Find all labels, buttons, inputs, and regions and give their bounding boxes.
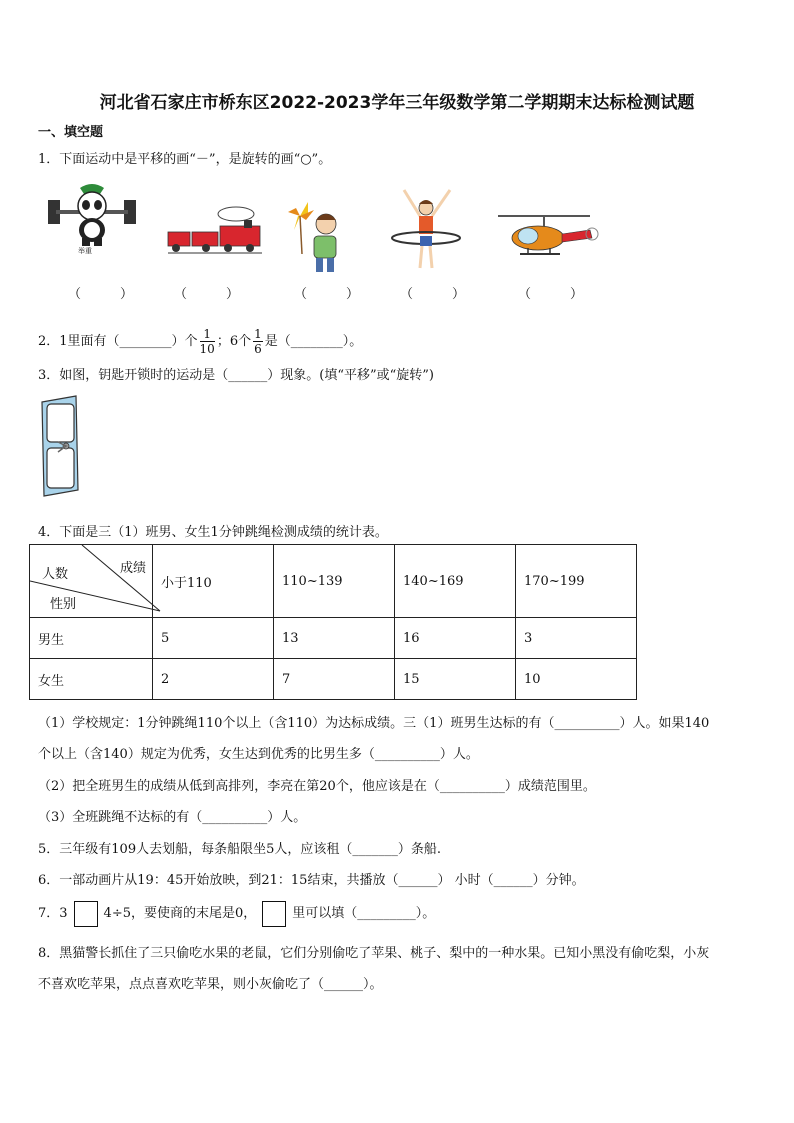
q2-text-b: ；6个	[216, 334, 252, 349]
answer-blank-4[interactable]: （ ）	[400, 287, 466, 302]
frac1-denominator: 10	[199, 342, 215, 356]
weightlifting-panda-illustration	[46, 182, 138, 260]
diagonal-header-cell	[30, 545, 153, 618]
header-count: 人数	[42, 567, 69, 582]
table-cell: 13	[274, 618, 395, 659]
question-4: 4．下面是三（1）班男、女生1分钟跳绳检测成绩的统计表。	[38, 525, 388, 540]
header-score: 成绩	[120, 561, 147, 576]
answer-blank-3[interactable]: （ ）	[294, 287, 360, 302]
page-title: 河北省石家庄市桥东区2022-2023学年三年级数学第二学期期末达标检测试题	[99, 93, 695, 113]
frac2-denominator: 6	[254, 342, 262, 356]
table-cell: 16	[395, 618, 516, 659]
illustration-caption: 举重	[78, 247, 92, 255]
row-label: 女生	[30, 659, 153, 700]
column-header: 170~199	[516, 545, 637, 618]
q7-suffix: 里可以填（_________）。	[292, 906, 436, 921]
frac1-numerator: 1	[200, 327, 215, 342]
table-row	[30, 659, 637, 700]
question-7	[38, 900, 435, 928]
row-label: 男生	[30, 618, 153, 659]
question-2	[38, 324, 362, 360]
table-cell: 15	[395, 659, 516, 700]
answer-blank-1[interactable]: （ ）	[68, 287, 134, 302]
table-cell: 2	[153, 659, 274, 700]
door-with-key-illustration	[38, 394, 82, 498]
table-cell: 5	[153, 618, 274, 659]
pinwheel-boy-illustration	[284, 196, 346, 276]
q2-text-c: 是（________）。	[264, 334, 363, 349]
table-cell: 3	[516, 618, 637, 659]
q2-text-a: 2．1里面有（________）个	[38, 334, 198, 349]
question-4-sub-3: （3）全班跳绳不达标的有（__________）人。	[38, 810, 307, 825]
section-heading: 一、填空题	[38, 125, 104, 140]
question-1: 1．下面运动中是平移的画“－”，是旋转的画“○”。	[38, 152, 332, 167]
question-8-line-1: 8．黑猫警长抓住了三只偷吃水果的老鼠，它们分别偷吃了苹果、桃子、梨中的一种水果。已知小黑没有偷吃梨，小灰	[38, 946, 710, 961]
table-cell: 7	[274, 659, 395, 700]
question-8-line-2: 不喜欢吃苹果，点点喜欢吃苹果，则小灰偷吃了（______）。	[38, 977, 383, 992]
train-illustration	[166, 206, 266, 256]
q7-prefix: 7．3	[38, 906, 68, 921]
digit-box-1[interactable]	[74, 901, 98, 927]
frac2-numerator: 1	[254, 327, 262, 341]
header-gender: 性别	[50, 597, 77, 612]
answer-blank-5[interactable]: （ ）	[518, 287, 584, 302]
fraction-one-tenth	[200, 327, 215, 356]
question-3: 3．如图，钥匙开锁时的运动是（______）现象。(填“平移”或“旋转”)	[38, 368, 434, 383]
jump-rope-stats-table	[29, 544, 637, 700]
table-row	[30, 618, 637, 659]
question-4-sub-1a: （1）学校规定：1分钟跳绳110个以上（含110）为达标成绩。三（1）班男生达标的有（__________）人。如果140	[38, 716, 710, 731]
fraction-one-sixth	[253, 327, 263, 356]
column-header: 140~169	[395, 545, 516, 618]
column-header: 小于110	[153, 545, 274, 618]
question-5: 5．三年级有109人去划船，每条船限坐5人，应该租（_______）条船.	[38, 842, 441, 857]
question-6: 6．一部动画片从19：45开始放映，到21：15结束，共播放（______） 小时（______）分钟。	[38, 873, 585, 888]
question-4-sub-1b: 个以上（含140）规定为优秀，女生达到优秀的比男生多（__________）人。	[38, 747, 479, 762]
question-4-sub-2: （2）把全班男生的成绩从低到高排列，李亮在第20个，他应该是在（__________）成绩范围里。	[38, 779, 596, 794]
table-header-row	[30, 545, 637, 618]
answer-blank-2[interactable]: （ ）	[174, 287, 240, 302]
q7-middle: 4÷5，要使商的末尾是0，	[103, 906, 257, 921]
hula-hoop-girl-illustration	[390, 186, 462, 272]
digit-box-2[interactable]	[262, 901, 286, 927]
helicopter-illustration	[494, 208, 600, 264]
table-cell: 10	[516, 659, 637, 700]
column-header: 110~139	[274, 545, 395, 618]
